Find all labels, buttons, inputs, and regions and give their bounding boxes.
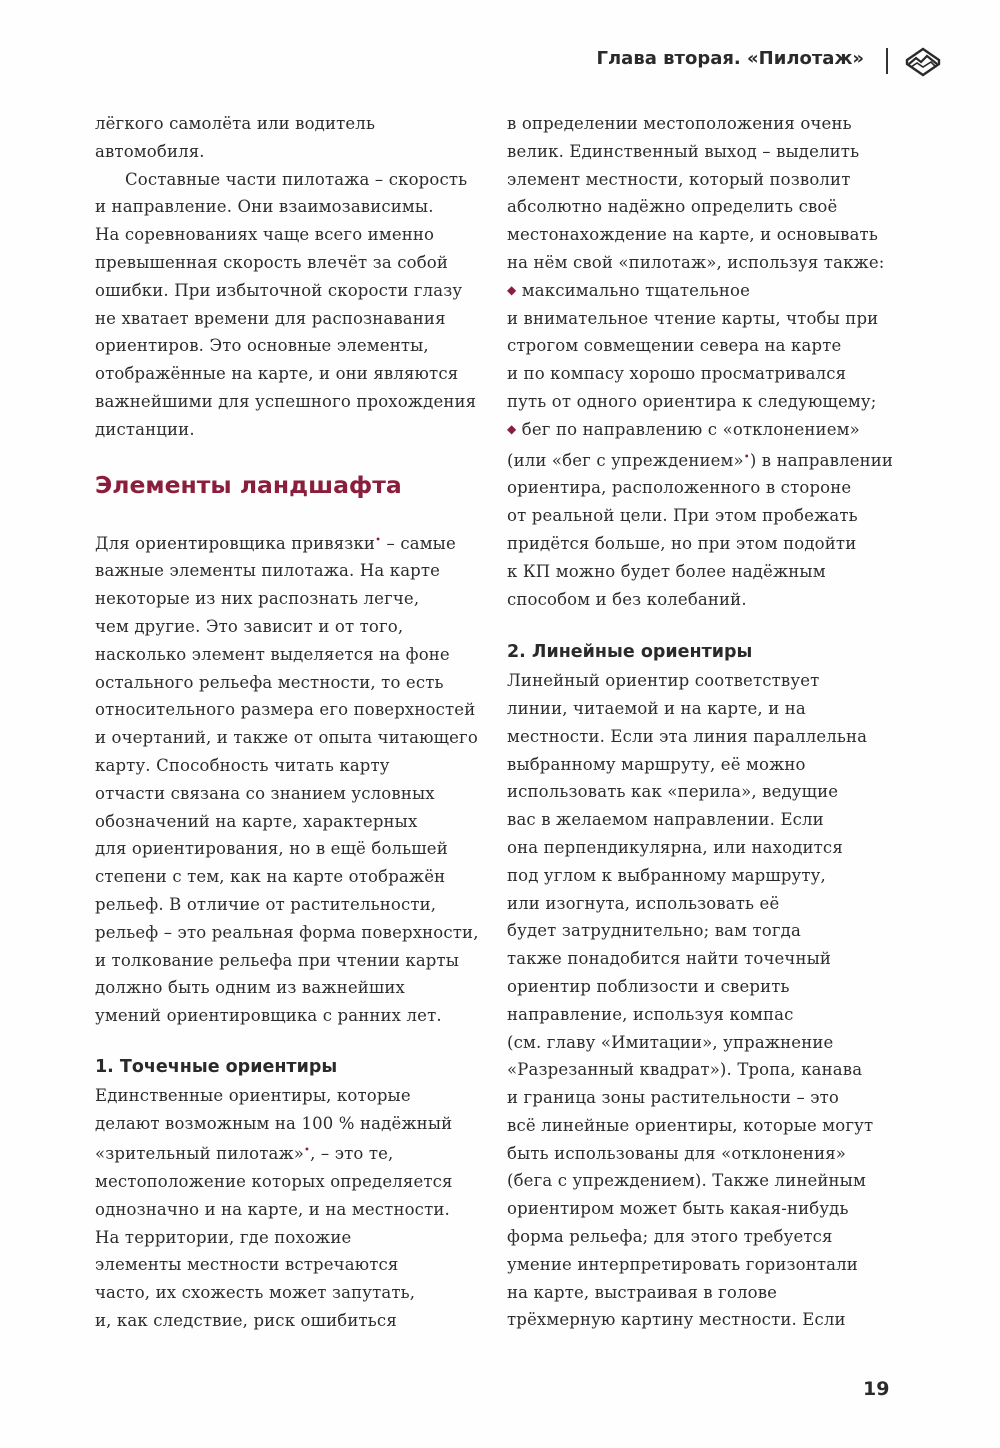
text-line: обозначений на карте, характерных	[95, 811, 418, 831]
text-line: отчасти связана со знанием условных	[95, 783, 435, 803]
text-line: карту. Способность читать карту	[95, 755, 390, 775]
text-line: рельеф. В отличие от растительности,	[95, 894, 437, 914]
text-line: ориентира, расположенного в стороне	[507, 478, 852, 498]
text-span: Для ориентировщика привязки	[95, 533, 376, 553]
diamond-bullet-icon: ◆	[507, 421, 517, 436]
paragraph-point-landmarks	[95, 1082, 485, 1335]
diamond-bullet-icon: ◆	[507, 282, 517, 297]
text-line: под углом к выбранному маршруту,	[507, 865, 826, 885]
text-line: использовать как «перила», ведущие	[507, 782, 839, 802]
text-line	[507, 277, 899, 305]
paragraph-pilotage-parts	[95, 166, 485, 444]
text-line: дистанции.	[95, 419, 195, 439]
text-line: отображённые на карте, и они являются	[95, 364, 459, 384]
text-span: «зрительный пилотаж»	[95, 1144, 305, 1164]
text-line: автомобиля.	[95, 141, 205, 161]
text-line: и по компасу хорошо просматривался	[507, 364, 847, 384]
left-column	[95, 110, 485, 1335]
text-line: местоположение которых определяется	[95, 1172, 453, 1192]
text-line: способом и без колебаний.	[507, 589, 747, 609]
text-line: относительного размера его поверхностей	[95, 700, 476, 720]
text-span: – самые	[381, 533, 456, 553]
text-line: на нём свой «пилотаж», используя также:	[507, 252, 885, 272]
text-line: делают возможным на 100 % надёжный	[95, 1113, 453, 1133]
paragraph-location-continued	[507, 110, 899, 277]
text-line: превышенная скорость влечёт за собой	[95, 252, 449, 272]
text-line: лёгкого самолёта или водитель	[95, 114, 376, 133]
text-line: и очертаний, и также от опыта читающего	[95, 728, 478, 748]
text-line: строгом совмещении севера на карте	[507, 336, 842, 356]
text-line: часто, их схожесть может запутать,	[95, 1283, 416, 1303]
text-line: всё линейные ориентиры, которые могут	[507, 1115, 874, 1135]
bullet-item-aiming-off	[507, 416, 899, 614]
text-line: степени с тем, как на карте отображён	[95, 867, 446, 887]
text-line: и направление. Они взаимозависимы.	[95, 197, 434, 217]
text-line: местонахождение на карте, и основывать	[507, 225, 878, 245]
bullet-item-careful-reading	[507, 277, 899, 416]
text-line: чем другие. Это зависит и от того,	[95, 616, 404, 636]
text-line: местности. Если эта линия параллельна	[507, 726, 868, 746]
text-line: направление, используя компас	[507, 1004, 794, 1024]
paragraph-intro-end	[95, 110, 485, 166]
text-line: насколько элемент выделяется на фоне	[95, 644, 450, 664]
text-line: ориентиров. Это основные элементы,	[95, 336, 429, 356]
page-number: 19	[863, 1378, 890, 1400]
paragraph-linear-landmarks	[507, 667, 899, 1334]
text-line: и толкование рельефа при чтении карты	[95, 950, 460, 970]
text-line: элементы местности встречаются	[95, 1255, 399, 1275]
text-line: ориентиром может быть какая-нибудь	[507, 1199, 849, 1219]
text-line: ошибки. При избыточной скорости глазу	[95, 280, 463, 300]
text-line: Составные части пилотажа – скорость	[125, 169, 468, 189]
chapter-title: Глава вторая. «Пилотаж»	[596, 48, 864, 69]
text-line: однозначно и на карте, и на местности.	[95, 1199, 450, 1219]
text-span: ) в направлении	[749, 450, 894, 470]
text-line: линии, читаемой и на карте, и на	[507, 698, 806, 718]
text-span: (или «бег с упреждением»	[507, 450, 744, 470]
text-line: быть использованы для «отклонения»	[507, 1143, 847, 1163]
text-line: будет затруднительно; вам тогда	[507, 921, 801, 941]
text-line: не хватает времени для распознавания	[95, 308, 446, 328]
text-line: «Разрезанный квадрат»). Тропа, канава	[507, 1060, 863, 1080]
footnote-marker: •	[304, 1145, 311, 1157]
text-line: умений ориентировщика с ранних лет.	[95, 1006, 442, 1026]
text-line: умение интерпретировать горизонтали	[507, 1254, 858, 1274]
header-divider	[886, 48, 888, 74]
text-line	[507, 416, 899, 444]
text-line	[95, 527, 485, 558]
text-line: На соревнованиях чаще всего именно	[95, 225, 435, 245]
footnote-marker: •	[743, 451, 750, 463]
mountain-map-logo-icon	[905, 47, 941, 77]
text-span: бег по направлению с «отклонением»	[521, 419, 860, 439]
text-line: (бега с упреждением). Также линейным	[507, 1171, 866, 1191]
text-line: в определении местоположения очень	[507, 114, 852, 133]
text-line: важнейшими для успешного прохождения	[95, 391, 477, 411]
text-line: придётся больше, но при этом подойти	[507, 533, 857, 553]
text-line: путь от одного ориентира к следующему;	[507, 391, 877, 411]
text-line: ориентир поблизости и сверить	[507, 976, 790, 996]
text-span: максимально тщательное	[521, 280, 750, 300]
text-line: рельеф – это реальная форма поверхности,	[95, 922, 479, 942]
paragraph-landmarks	[95, 527, 485, 1030]
text-line: и граница зоны растительности – это	[507, 1088, 839, 1108]
text-line: абсолютно надёжно определить своё	[507, 197, 838, 217]
text-line: остального рельефа местности, то есть	[95, 672, 444, 692]
right-column	[507, 110, 899, 1334]
text-line: и, как следствие, риск ошибиться	[95, 1311, 397, 1331]
text-span: , – это те,	[310, 1144, 394, 1164]
text-line: от реальной цели. При этом пробежать	[507, 506, 858, 526]
text-line: важные элементы пилотажа. На карте	[95, 561, 441, 581]
text-line	[95, 1137, 485, 1168]
text-line: к КП можно будет более надёжным	[507, 561, 826, 581]
text-line: Единственные ориентиры, которые	[95, 1085, 411, 1105]
subsection-heading-point-landmarks: 1. Точечные ориентиры	[95, 1056, 338, 1077]
section-heading: Элементы ландшафта	[95, 470, 402, 499]
text-line	[507, 444, 899, 475]
text-line: выбранному маршруту, её можно	[507, 754, 806, 774]
text-line: также понадобится найти точечный	[507, 949, 832, 969]
text-line: или изогнута, использовать её	[507, 893, 780, 913]
text-line: вас в желаемом направлении. Если	[507, 810, 824, 830]
text-line: некоторые из них распознать легче,	[95, 589, 420, 609]
text-line: велик. Единственный выход – выделить	[507, 141, 860, 161]
text-line: форма рельефа; для этого требуется	[507, 1227, 833, 1247]
text-line: должно быть одним из важнейших	[95, 978, 405, 998]
text-line: на карте, выстраивая в голове	[507, 1282, 778, 1302]
text-line: Линейный ориентир соответствует	[507, 671, 820, 691]
text-line: элемент местности, который позволит	[507, 169, 851, 189]
text-line: и внимательное чтение карты, чтобы при	[507, 308, 879, 328]
subsection-heading-linear-landmarks: 2. Линейные ориентиры	[507, 642, 753, 663]
text-line: (см. главу «Имитации», упражнение	[507, 1032, 834, 1052]
text-line: она перпендикулярна, или находится	[507, 837, 843, 857]
text-line: На территории, где похожие	[95, 1227, 352, 1247]
text-line: трёхмерную картину местности. Если	[507, 1310, 846, 1330]
text-line: для ориентирования, но в ещё большей	[95, 839, 448, 859]
footnote-marker: •	[375, 534, 382, 546]
